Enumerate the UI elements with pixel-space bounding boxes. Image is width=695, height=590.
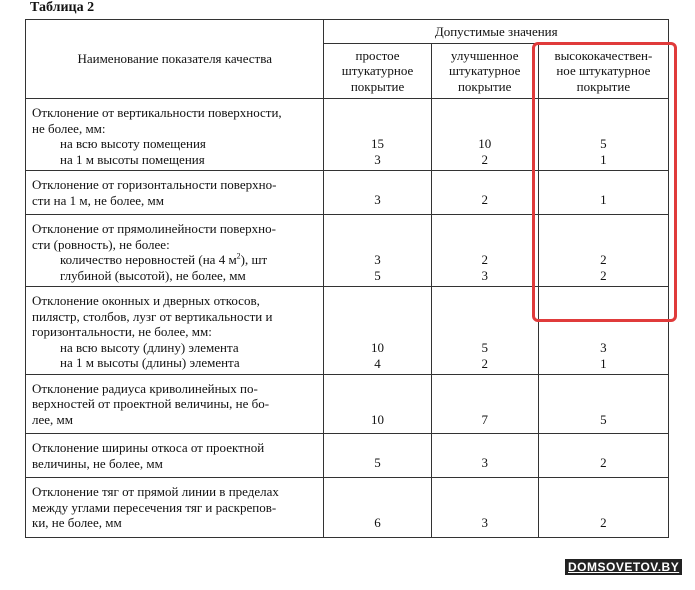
- desc-line: не более, мм:: [32, 120, 106, 136]
- value: 3: [374, 151, 381, 167]
- value: 10: [371, 411, 385, 427]
- value: 4: [374, 355, 381, 371]
- value-improved: [431, 99, 538, 171]
- value: 3: [481, 267, 488, 283]
- value: 5: [374, 267, 381, 283]
- value: 3: [481, 515, 488, 530]
- value: 1: [600, 151, 607, 167]
- value: 10: [478, 136, 492, 151]
- desc-line: верхностей от проектной величины, не бо-: [32, 396, 270, 411]
- value: 5: [600, 136, 607, 151]
- value-high-quality: [538, 478, 668, 538]
- value: 2: [600, 455, 607, 470]
- value-simple: [324, 215, 431, 287]
- value: 7: [481, 411, 488, 427]
- row-description: [26, 215, 324, 287]
- header-allowed-values: Допустимые значения: [324, 20, 669, 44]
- desc-line: между углами пересечения тяг и раскрепов-: [32, 499, 277, 515]
- value: 3: [600, 340, 607, 355]
- desc-line: Отклонение тяг от прямой линии в пределах: [32, 484, 279, 499]
- desc-line: Отклонение оконных и дверных откосов,: [32, 293, 260, 308]
- value: 2: [481, 151, 488, 167]
- row-description: [26, 171, 324, 215]
- table-row: [26, 374, 669, 434]
- desc-item-text: количество неровностей (на 4 м: [60, 252, 237, 267]
- value-high-quality: [538, 434, 668, 478]
- value: 3: [481, 455, 488, 470]
- value-improved: [431, 434, 538, 478]
- row-description: [26, 99, 324, 171]
- table-caption: Таблица 2: [30, 0, 95, 15]
- value: 1: [600, 192, 607, 207]
- value: 10: [371, 340, 385, 355]
- desc-line: ки, не более, мм: [32, 515, 122, 530]
- header-line: простое: [355, 47, 400, 63]
- desc-line: лее, мм: [32, 411, 73, 427]
- value: 2: [600, 515, 607, 530]
- desc-line: Отклонение от прямолинейности поверхно-: [32, 221, 276, 236]
- value: 5: [374, 455, 381, 470]
- desc-line: Отклонение ширины откоса от проектной: [32, 440, 265, 455]
- desc-line: величины, не более, мм: [32, 455, 163, 471]
- value: 1: [600, 355, 607, 371]
- value-simple: [324, 374, 431, 434]
- desc-item: на 1 м высоты помещения: [60, 151, 205, 167]
- value: 6: [374, 515, 381, 530]
- value: 2: [600, 267, 607, 283]
- site-watermark: DOMSOVETOV.BY: [565, 559, 682, 576]
- header-line: ное штукатурное: [556, 63, 651, 79]
- superscript: 2: [236, 251, 241, 261]
- highlight-box: [532, 42, 677, 322]
- desc-item-suffix: ), шт: [240, 252, 268, 267]
- desc-line: Отклонение от горизонтальности поверхно-: [32, 177, 277, 192]
- desc-line: пилястр, столбов, лузг от вертикальности и: [32, 308, 273, 324]
- row-description: [26, 287, 324, 375]
- value: 2: [481, 192, 488, 207]
- table-row: [26, 434, 669, 478]
- header-line: покрытие: [576, 78, 631, 94]
- table-row: [26, 478, 669, 538]
- value-improved: [431, 215, 538, 287]
- value-simple: [324, 171, 431, 215]
- value-simple: [324, 478, 431, 538]
- header-line: улучшенное: [450, 47, 519, 63]
- header-improved-coating: [431, 44, 538, 99]
- desc-item: на 1 м высоты (длины) элемента: [60, 355, 240, 370]
- header-row: [26, 20, 669, 44]
- header-line: высококачествен-: [554, 47, 653, 63]
- value: 5: [600, 411, 607, 427]
- row-description: [26, 478, 324, 538]
- desc-line: сти на 1 м, не более, мм: [32, 192, 165, 208]
- desc-item: на всю высоту помещения: [60, 136, 206, 151]
- value-improved: [431, 171, 538, 215]
- header-line: штукатурное: [341, 63, 414, 79]
- value-improved: [431, 374, 538, 434]
- value: 2: [481, 252, 488, 267]
- value: 3: [374, 252, 381, 267]
- value-high-quality: [538, 374, 668, 434]
- row-description: [26, 374, 324, 434]
- value: 3: [374, 192, 381, 207]
- header-line: покрытие: [457, 78, 512, 94]
- value: 2: [600, 252, 607, 267]
- desc-item: на всю высоту (длину) элемента: [60, 339, 239, 355]
- value-improved: [431, 287, 538, 375]
- header-line: штукатурное: [448, 63, 521, 79]
- value: 5: [481, 340, 488, 355]
- value-simple: [324, 287, 431, 375]
- value-improved: [431, 478, 538, 538]
- desc-line: горизонтальности, не более, мм:: [32, 324, 212, 339]
- desc-line: Отклонение радиуса криволинейных по-: [32, 380, 258, 396]
- header-line: покрытие: [350, 78, 405, 94]
- row-description: [26, 434, 324, 478]
- desc-item: глубиной (высотой), не более, мм: [60, 267, 246, 283]
- value-simple: [324, 99, 431, 171]
- value: 15: [371, 136, 385, 151]
- desc-line: сти (ровность), не более:: [32, 236, 170, 252]
- value-simple: [324, 434, 431, 478]
- desc-line: Отклонение от вертикальности поверхности,: [32, 105, 282, 120]
- header-indicator-name: Наименование показателя качества: [26, 20, 324, 99]
- header-simple-coating: [324, 44, 431, 99]
- desc-item: [32, 252, 317, 268]
- value: 2: [481, 355, 488, 371]
